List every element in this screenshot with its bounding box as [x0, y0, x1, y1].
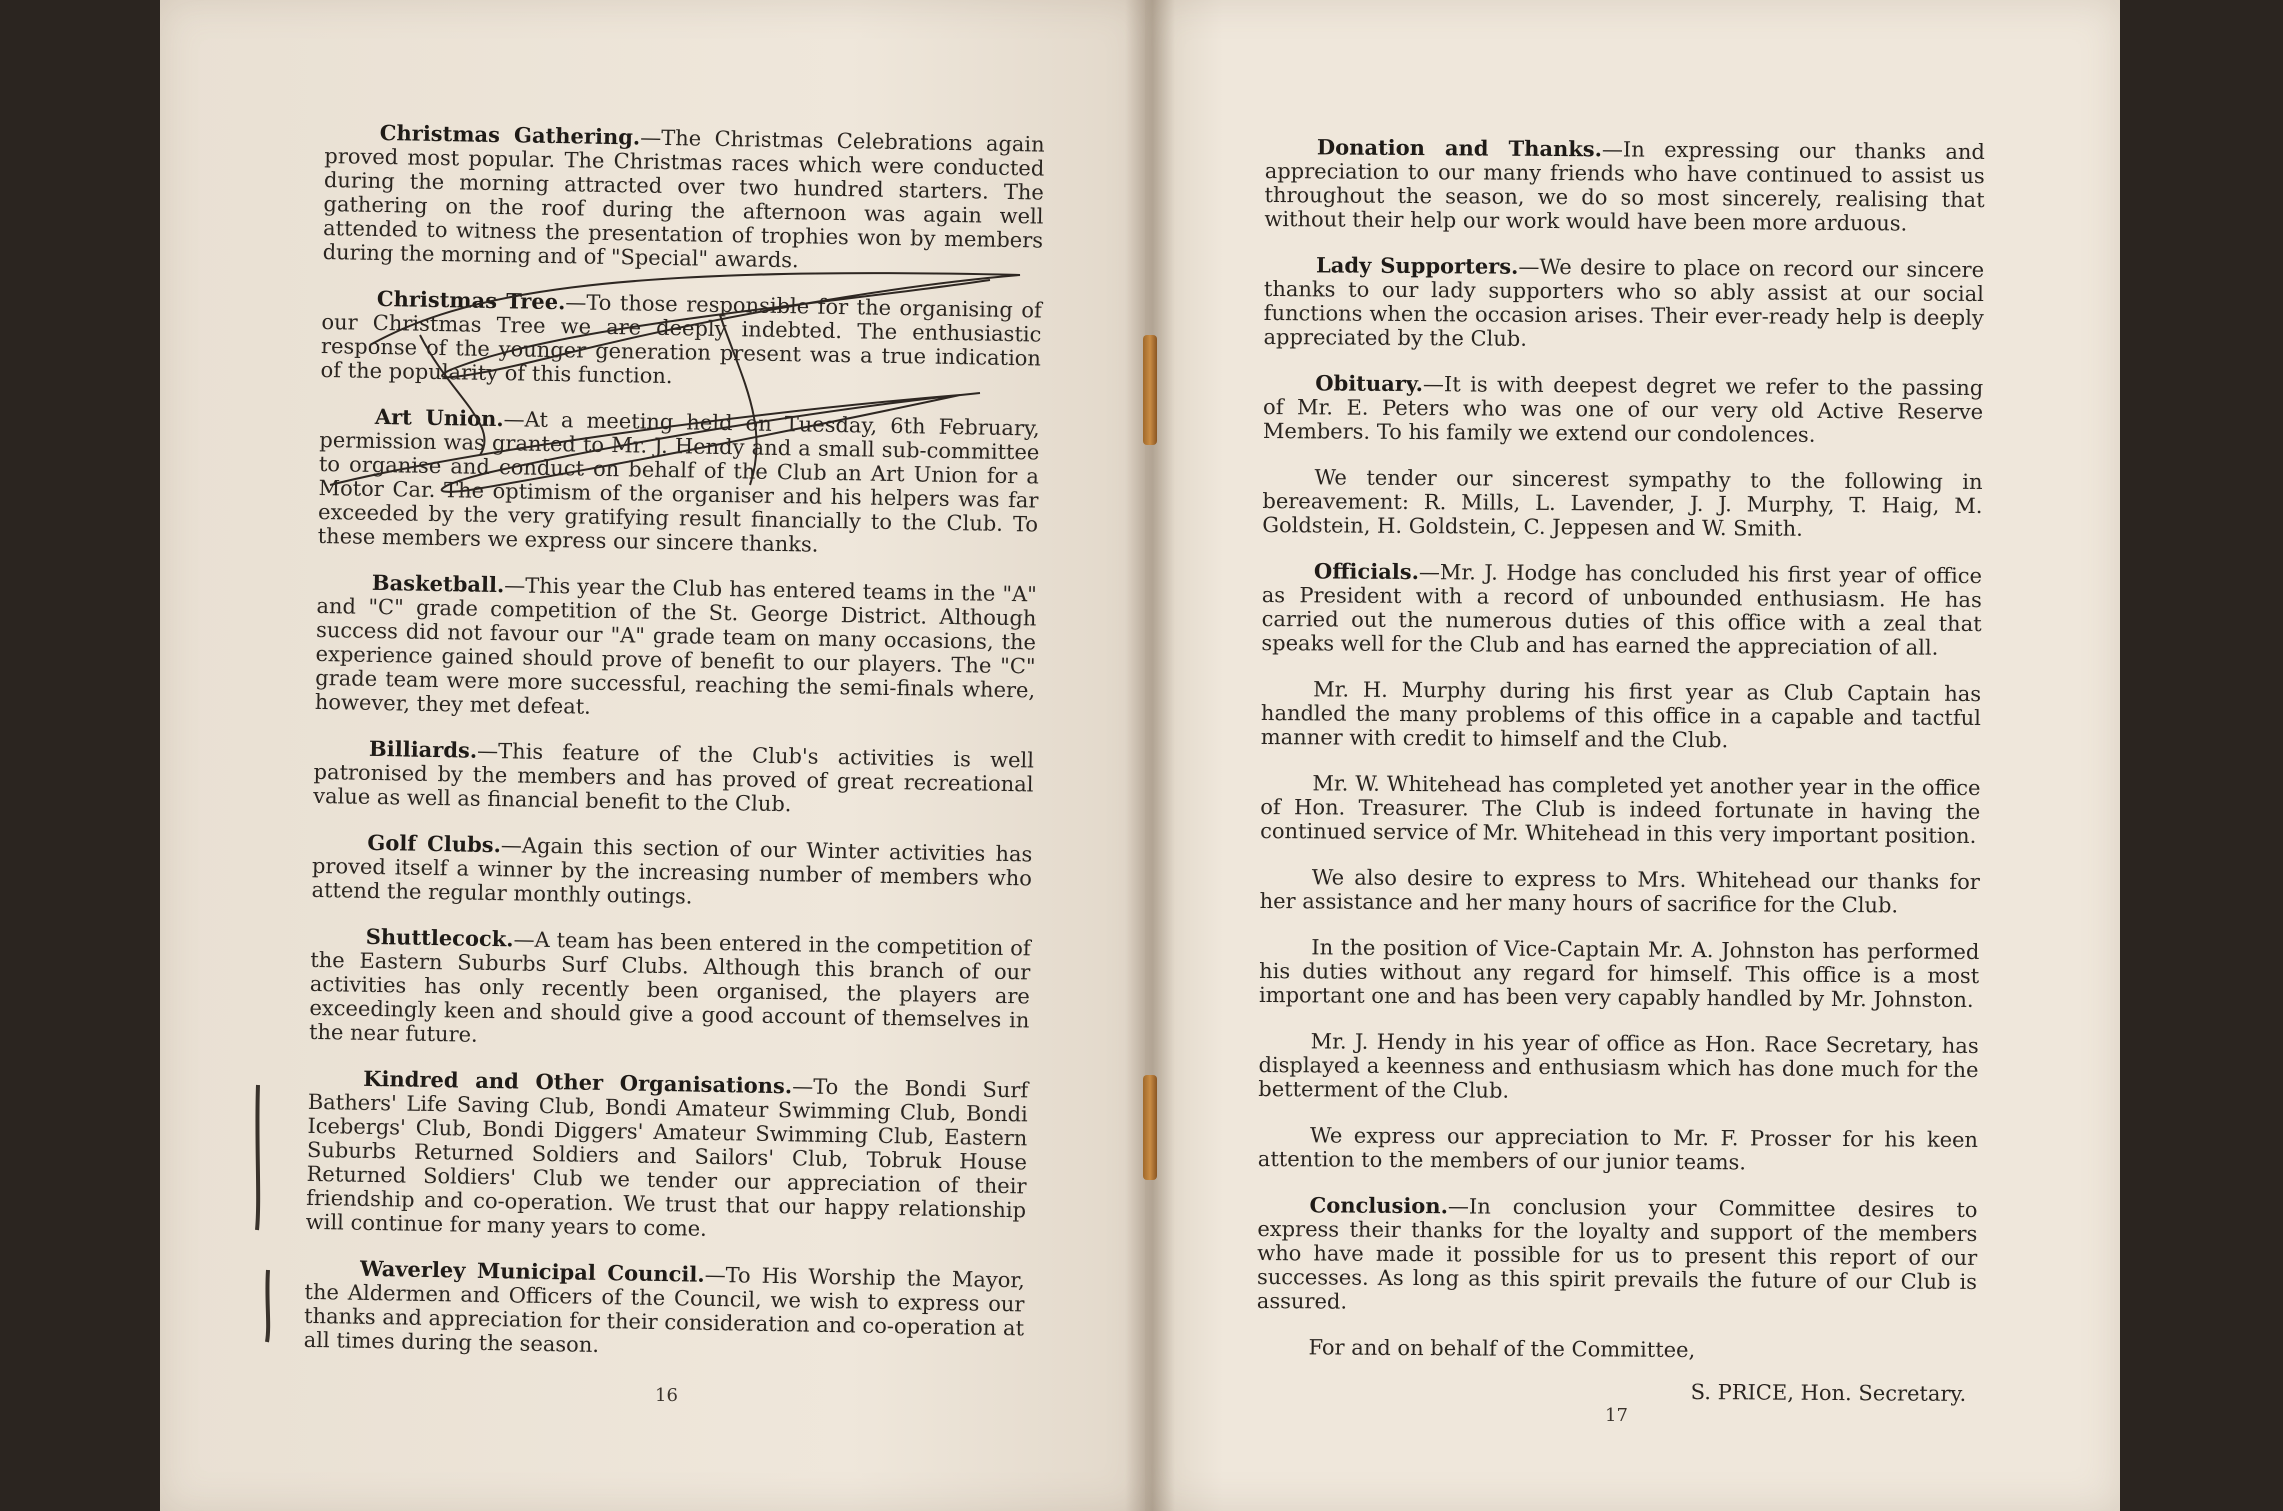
paragraph-kindred-organisations: [306, 1066, 1029, 1247]
paragraph-lady-supporters: [1264, 253, 1985, 354]
secretary-signature: S. PRICE, Hon. Secretary.: [1690, 1380, 1967, 1406]
paragraph-golf-clubs: [311, 830, 1032, 915]
body-shuttlecock: —A team has been entered in the competition of the Eastern Suburbs Surf Clubs. Although this branch of our activities has only recently been organised, the players are exceedingly keen and should give a good account of themselves in the near future.: [308, 927, 1031, 1047]
committee-signoff: For and on behalf of the Committee,: [1308, 1335, 1696, 1363]
paragraph-club-captain: [1261, 677, 1981, 754]
staple-bottom: [1143, 1075, 1157, 1180]
body-officials: —Mr. J. Hodge has concluded his first year of office as President with a record of unbounded enthusiasm. He has carried out the numerous duties of this office with a zeal that speaks well for the Club and has earned the appreciation of all.: [1261, 560, 1983, 660]
heading-christmas-gathering: Christmas Gathering.: [379, 119, 641, 150]
body-basketball: —This year the Club has entered teams in the "A" and "C" grade competition of the St. George District. Although success did not favour our "A" grade team on many occasions, the experience gained should prove of benefit to our players. The "C" grade team were more successful, reaching the semi-finals where, however, they met defeat.: [314, 573, 1038, 719]
paragraph-basketball: [315, 570, 1037, 727]
paragraph-officials: [1261, 559, 1982, 660]
body-lady-supporters: —We desire to place on record our sincere thanks to our lady supporters who so ably assist at our social functions when the occasion arises. Their ever-ready help is deeply appreciated by the Club.: [1263, 254, 1985, 351]
paragraph-junior-teams: [1258, 1123, 1978, 1176]
paragraph-mrs-whitehead: [1260, 865, 1980, 918]
heading-lady-supporters: Lady Supporters.: [1316, 252, 1519, 279]
heading-kindred-organisations: Kindred and Other Organisations.: [363, 1065, 793, 1099]
paragraph-christmas-gathering: [322, 120, 1044, 277]
staple-top: [1143, 335, 1157, 445]
heading-golf-clubs: Golf Clubs.: [367, 829, 502, 858]
paragraph-shuttlecock: [309, 924, 1031, 1057]
heading-donation-thanks: Donation and Thanks.: [1316, 134, 1603, 162]
body-conclusion: —In conclusion your Committee desires to express their thanks for the loyalty and support of the members who have made it possible for us to present this report of our successes. As long as this spirit prevails the future of our Club is assured.: [1256, 1194, 1978, 1314]
paragraph-donation-thanks: [1264, 135, 1985, 236]
heading-shuttlecock: Shuttlecock.: [365, 923, 514, 952]
heading-officials: Officials.: [1313, 558, 1420, 585]
body-junior-teams: We express our appreciation to Mr. F. Prosser for his keen attention to the members of our junior teams.: [1257, 1123, 1979, 1175]
body-waverley-council: —To His Worship the Mayor, the Aldermen and Officers of the Council, we wish to express our thanks and appreciation for their consideration and co-operation at all times during the season.: [303, 1262, 1026, 1357]
body-race-secretary: Mr. J. Hendy in his year of office as Hon. Race Secretary, has displayed a keenness and enthusiasm which has done much for the betterment of the Club.: [1258, 1029, 1979, 1103]
paragraph-treasurer: [1260, 771, 1980, 848]
body-donation-thanks: —In expressing our thanks and appreciation to our many friends who have continued to assist us throughout the season, we do so most sincerely, realising that without their help our work would have been more arduous.: [1264, 137, 1985, 236]
paragraph-obituary: [1263, 371, 1983, 448]
paragraph-christmas-tree: [320, 286, 1042, 395]
heading-conclusion: Conclusion.: [1309, 1192, 1449, 1219]
heading-waverley-council: Waverley Municipal Council.: [359, 1255, 705, 1287]
right-column-text: [1256, 135, 1985, 1406]
paragraph-race-secretary: [1258, 1029, 1978, 1106]
paragraph-waverley-council: [303, 1256, 1025, 1365]
body-billiards: —This feature of the Club's activities is well patronised by the members and has proved of great recreational value as well as financial benefit to the Club.: [312, 738, 1035, 817]
body-christmas-tree: —To those responsible for the organising of our Christmas Tree we are deeply indebted. The enthusiastic response of the younger generation present was a true indication of the popularity of this function.: [320, 290, 1042, 389]
body-club-captain: Mr. H. Murphy during his first year as Club Captain has handled the many problems of this office in a capable and tactful manner with credit to himself and the Club.: [1260, 677, 1982, 753]
body-kindred-organisations: —To the Bondi Surf Bathers' Life Saving Club, Bondi Amateur Swimming Club, Bondi Icebergs' Club, Bondi Diggers' Amateur Swimming Club, Eastern Suburbs Returned Soldiers and Sailors' Club, Tobruk House Returned Soldiers' Club we tender our appreciation of their friendship and co-operation. We trust that our happy relationship will continue for many years to come.: [305, 1074, 1029, 1241]
heading-obituary: Obituary.: [1315, 370, 1424, 397]
paragraph-art-union: [318, 404, 1040, 561]
paragraph-vice-captain: [1259, 935, 1979, 1012]
page-number-right: 17: [1605, 1405, 1628, 1426]
paragraph-conclusion: [1257, 1193, 1978, 1318]
center-fold: [1125, 0, 1175, 1511]
paragraph-billiards: [313, 736, 1034, 821]
body-sympathy: We tender our sincerest sympathy to the following in bereavement: R. Mills, L. Lavender, J. J. Murphy, T. Haig, M. Goldstein, H. Goldstein, C. Jeppesen and W. Smith.: [1262, 465, 1983, 541]
heading-basketball: Basketball.: [371, 569, 505, 598]
body-obituary: —It is with deepest degret we refer to the passing of Mr. E. Peters who was one of our very old Active Reserve Members. To his family we extend our condolences.: [1262, 372, 1984, 447]
body-mrs-whitehead: We also desire to express to Mrs. Whitehead our thanks for her assistance and her many hours of sacrifice for the Club.: [1259, 865, 1980, 918]
body-vice-captain: In the position of Vice-Captain Mr. A. Johnston has performed his duties without any regard for himself. This office is a most important one and has been very capably handled by Mr. Johnston.: [1258, 935, 1980, 1012]
body-treasurer: Mr. W. Whitehead has completed yet another year in the office of Hon. Treasurer. The Club is indeed fortunate in having the continued service of Mr. Whitehead in this very important position.: [1260, 771, 1981, 848]
heading-art-union: Art Union.: [374, 403, 504, 432]
heading-christmas-tree: Christmas Tree.: [376, 285, 566, 315]
body-golf-clubs: —Again this section of our Winter activities has proved itself a winner by the increasing number of members who attend the regular monthly outings.: [311, 833, 1033, 909]
left-column-text: [303, 120, 1045, 1386]
heading-billiards: Billiards.: [368, 735, 478, 763]
page-number-left: 16: [655, 1385, 678, 1406]
body-art-union: —At a meeting held on Tuesday, 6th February, permission was granted to Mr. J. Hendy and a small sub-committee to organise and conduct on behalf of the Club an Art Union for a Motor Car. The optimism of the organiser and his helpers was far exceeded by the very gratifying result financially to the Club. To these members we express our sincere thanks.: [317, 407, 1040, 557]
paragraph-sympathy: [1262, 465, 1982, 542]
body-christmas-gathering: —The Christmas Celebrations again proved most popular. The Christmas races which were conducted during the morning attracted over two hundred starters. The gathering on the roof during the afternoon was again well attended to witness the presentation of trophies won by members during the morning and of "Special" awards.: [322, 125, 1045, 273]
